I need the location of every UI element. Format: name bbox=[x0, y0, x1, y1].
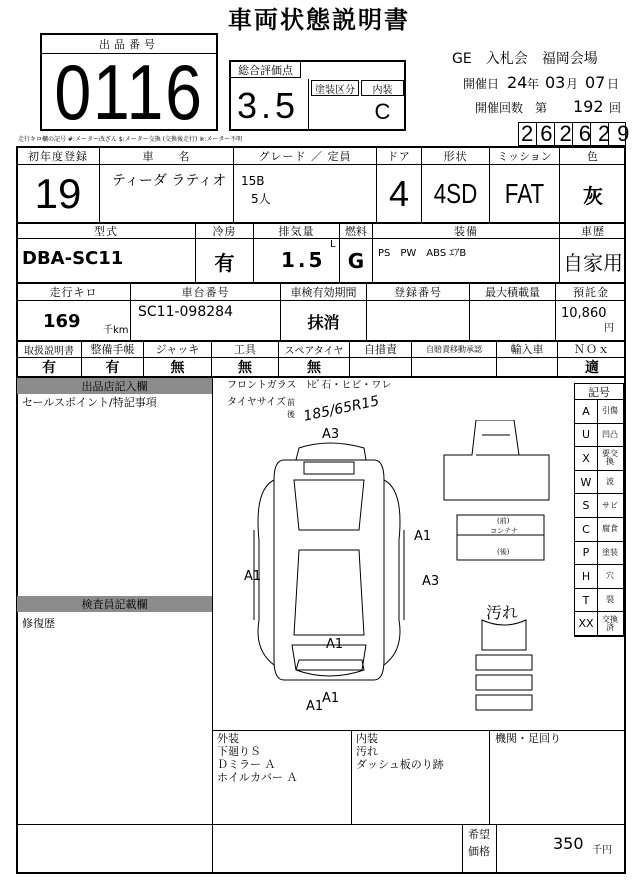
car-front-view bbox=[444, 420, 549, 500]
tire-rear-label: 後 bbox=[287, 410, 295, 419]
header-mileage: 走行キロ bbox=[49, 285, 98, 299]
symbol-description: 裂 bbox=[597, 589, 623, 613]
deposit-value: 10,860 bbox=[561, 306, 607, 321]
front-bumper bbox=[296, 443, 366, 460]
header-fuel: 燃料 bbox=[345, 224, 367, 238]
header-inspection: 車検有効期間 bbox=[290, 285, 357, 299]
header-first-registration: 初年度登録 bbox=[28, 149, 88, 163]
engine-title: 機関・足回り bbox=[495, 732, 561, 745]
symbol-description: 波 bbox=[597, 471, 623, 495]
symbol-description: 塗装 bbox=[597, 542, 623, 566]
nox-value: 適 bbox=[585, 360, 599, 376]
symbol-description: 交換済 bbox=[597, 612, 623, 636]
car-damage-diagram bbox=[214, 420, 574, 730]
score-label: 総合評価点 bbox=[231, 62, 301, 78]
tire-front-label: 前 bbox=[287, 398, 295, 407]
auction-count: 192 bbox=[573, 97, 604, 116]
tire-size-label: タイヤサイズ bbox=[227, 397, 286, 408]
symbol-code: S bbox=[575, 494, 597, 518]
mileage-footnote: 走行キロ欄の記号 #:メーター改ざん $:メーター交換 (交換後走行) ※:メーター不明 bbox=[18, 136, 243, 143]
import-value bbox=[497, 358, 557, 376]
tools-value: 無 bbox=[238, 360, 252, 376]
first-registration-year: 19 bbox=[34, 170, 82, 217]
rear-bumper bbox=[296, 660, 364, 676]
header-spare-tire: スペアタイヤ bbox=[284, 345, 344, 357]
damage-mark-rear: A1 bbox=[326, 637, 344, 652]
color-value: 灰 bbox=[583, 183, 603, 208]
exterior-line-2: Ｄミラー Ａ bbox=[217, 758, 276, 771]
liability-value bbox=[350, 358, 411, 376]
symbol-description: 凹凸 bbox=[597, 424, 623, 448]
exterior-line-1: 下廻りＳ bbox=[217, 745, 261, 758]
mission-value: FAT bbox=[504, 178, 545, 209]
paint-value bbox=[311, 96, 359, 128]
equipment-value: PS PW ABS ｴｱB bbox=[378, 248, 467, 259]
price-label-2: 価格 bbox=[468, 845, 490, 858]
mileage-unit: 千km bbox=[103, 325, 129, 336]
trunk-front-label: (前) bbox=[497, 517, 510, 525]
symbol-description: サビ bbox=[597, 494, 623, 518]
auction-year: 24 bbox=[507, 73, 528, 92]
symbol-code: A bbox=[575, 400, 597, 424]
deposit-unit: 円 bbox=[604, 323, 614, 334]
car-right-side bbox=[384, 480, 400, 665]
header-car-name: 車 名 bbox=[142, 149, 191, 163]
symbol-code: T bbox=[575, 589, 597, 613]
symbol-code: U bbox=[575, 424, 597, 448]
max-load-value bbox=[470, 302, 555, 340]
capacity-value: 5人 bbox=[251, 192, 271, 206]
header-displacement: 排気量 bbox=[278, 224, 315, 238]
fuel-value: G bbox=[347, 249, 365, 273]
auction-count-label: 開催回数 第 bbox=[475, 101, 548, 115]
header-equipment: 装備 bbox=[454, 224, 478, 238]
header-history: 車歴 bbox=[581, 224, 605, 238]
score-value: 3.5 bbox=[236, 85, 300, 126]
inspection-value: 抹消 bbox=[307, 312, 340, 332]
ac-value: 有 bbox=[214, 250, 235, 275]
symbol-description: 引傷 bbox=[597, 400, 623, 424]
interior-label: 内装 bbox=[361, 80, 404, 96]
symbol-code: X bbox=[575, 447, 597, 471]
header-tools: 工具 bbox=[234, 343, 256, 356]
damage-mark-hood: A3 bbox=[322, 427, 340, 442]
paint-label: 塗装区分 bbox=[311, 80, 359, 96]
header-manual: 取扱説明書 bbox=[24, 345, 74, 357]
jack-value: 無 bbox=[170, 360, 185, 376]
header-max-load: 最大積載量 bbox=[485, 285, 540, 299]
trunk-rear-label: (後) bbox=[497, 548, 510, 556]
exterior-line-3: ホイルカバー Ａ bbox=[217, 771, 298, 784]
car-name: ティーダ ラティオ bbox=[112, 173, 227, 189]
price-value: 350 bbox=[553, 834, 584, 853]
auction-month-unit: 月 bbox=[566, 77, 579, 91]
auction-date-label: 開催日 bbox=[463, 77, 500, 91]
spare-tire-value: 無 bbox=[307, 360, 321, 376]
liability-transfer-value bbox=[412, 358, 496, 376]
trunk-container-label: コンテナ bbox=[490, 527, 518, 535]
interior-title: 内装 bbox=[356, 732, 378, 745]
history-value: 自家用 bbox=[563, 250, 623, 275]
front-glass-label: フロントガラス ﾄﾋﾞ石・ヒビ・ワレ bbox=[227, 380, 392, 391]
header-maintenance-book: 整備手帳 bbox=[90, 343, 135, 356]
price-unit: 千円 bbox=[592, 845, 612, 856]
auction-name: GE 入札会 福岡会場 bbox=[452, 51, 598, 67]
mileage-value: 169 bbox=[43, 311, 81, 332]
symbol-code: W bbox=[575, 471, 597, 495]
seller-subtitle: セールスポイント/特記事項 bbox=[22, 396, 157, 409]
header-mission: ミッション bbox=[497, 149, 552, 163]
header-import: 輸入車 bbox=[510, 343, 544, 356]
car-rear-view bbox=[482, 620, 526, 650]
header-color: 色 bbox=[587, 149, 599, 163]
displacement-unit: L bbox=[330, 239, 336, 250]
tire-size-note: 185/65R15 bbox=[302, 393, 381, 425]
header-liability: 自措責 bbox=[364, 343, 397, 356]
header-model: 型式 bbox=[94, 224, 118, 238]
price-label-1: 希望 bbox=[468, 828, 490, 841]
inspector-subtitle: 修復歴 bbox=[22, 617, 55, 630]
lot-number-value: 0116 bbox=[54, 47, 204, 136]
displacement-value: 1.5 bbox=[281, 248, 326, 272]
header-shape: 形状 bbox=[443, 149, 468, 163]
symbol-code: P bbox=[575, 542, 597, 566]
interior-line-1: 汚れ bbox=[356, 745, 378, 758]
manual-value: 有 bbox=[42, 360, 56, 376]
doors-value: 4 bbox=[388, 173, 410, 214]
header-chassis: 車台番号 bbox=[181, 285, 230, 299]
header-nox: ＮＯｘ bbox=[574, 343, 610, 356]
score-box bbox=[229, 60, 406, 131]
auction-day: 07 bbox=[585, 73, 606, 92]
damage-mark-left: A1 bbox=[244, 569, 262, 584]
symbol-description: 穴 bbox=[597, 565, 623, 589]
damage-mark-right: A3 bbox=[422, 574, 440, 589]
lot-number-box bbox=[40, 33, 218, 136]
interior-value: C bbox=[374, 99, 391, 124]
header-doors: ドア bbox=[387, 149, 411, 163]
shape-value: 4SD bbox=[433, 178, 478, 209]
seller-section-title: 出品店記入欄 bbox=[17, 378, 212, 394]
chassis-value: SC11-098284 bbox=[138, 304, 233, 320]
auction-count-unit: 回 bbox=[609, 101, 622, 115]
symbol-legend bbox=[574, 383, 624, 637]
document-title: 車両状態説明書 bbox=[228, 6, 410, 34]
symbol-description: 腐食 bbox=[597, 518, 623, 542]
auction-code bbox=[518, 121, 637, 146]
auction-code-digits: 262629 bbox=[521, 121, 637, 146]
inspector-section-title: 検査員記載欄 bbox=[17, 596, 212, 612]
damage-mark-under: A1 bbox=[306, 699, 324, 714]
symbol-legend-title: 記号 bbox=[575, 384, 623, 400]
symbol-code: H bbox=[575, 565, 597, 589]
auction-year-unit: 年 bbox=[527, 77, 540, 91]
maintenance-book-value: 有 bbox=[105, 360, 120, 376]
header-liability-transfer: 自賠責移動承認 bbox=[426, 344, 482, 354]
interior-line-2: ダッシュ板のり跡 bbox=[356, 758, 444, 771]
header-registration: 登録番号 bbox=[394, 285, 442, 299]
dirt-note: 汚れ bbox=[486, 603, 519, 622]
header-ac: 冷房 bbox=[212, 224, 237, 238]
grade-value: 15B bbox=[241, 174, 265, 188]
lot-number-label: 出品番号 bbox=[99, 38, 159, 51]
exterior-title: 外装 bbox=[217, 732, 239, 745]
header-jack: ジャッキ bbox=[155, 343, 200, 356]
symbol-description: 要交換 bbox=[597, 447, 623, 471]
damage-mark-bumper: A1 bbox=[322, 691, 340, 706]
header-deposit: 預託金 bbox=[573, 285, 609, 299]
model-value: DBA-SC11 bbox=[22, 248, 124, 269]
damage-mark-right-door: A1 bbox=[414, 529, 432, 544]
registration-value bbox=[367, 302, 469, 340]
header-grade: グレード ／ 定員 bbox=[258, 149, 352, 163]
symbol-code: C bbox=[575, 518, 597, 542]
auction-day-unit: 日 bbox=[607, 77, 620, 91]
symbol-code: XX bbox=[575, 612, 597, 636]
auction-month: 03 bbox=[545, 73, 566, 92]
